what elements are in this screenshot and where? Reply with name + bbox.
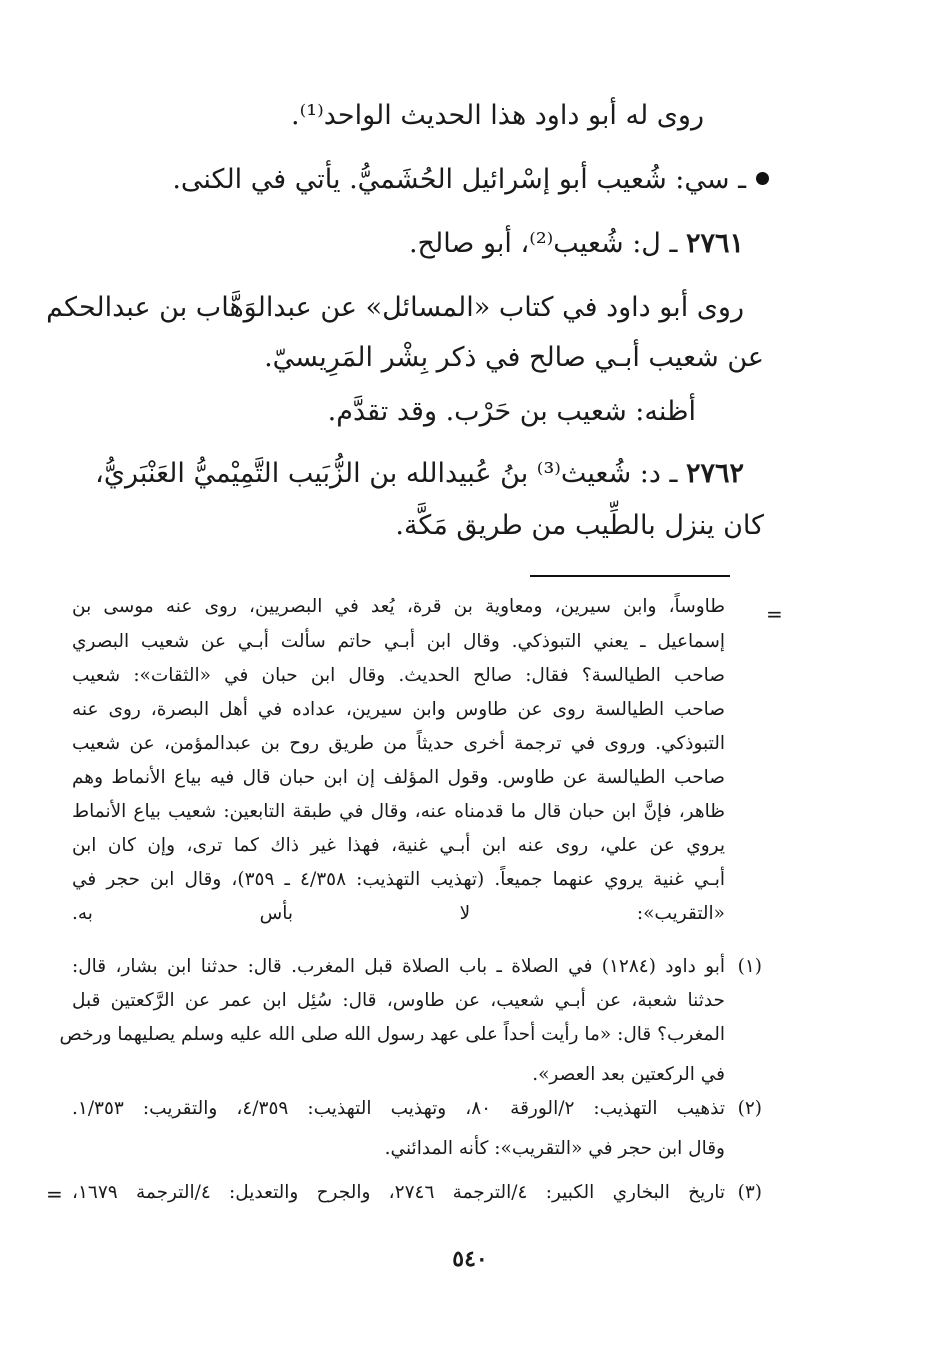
- footnote-line: التبوذكي. وروى في ترجمة أخرى حديثاً من طريق روح بن عبدالمؤمن، عن شعيب: [72, 733, 725, 754]
- entry-text: ـ د: شُعيث⁽³⁾ بنُ عُبيدالله بن الزُّبَيب التَّمِيْميُّ العَنْبَريُّ،: [95, 458, 686, 489]
- continuation-mark: =: [766, 602, 783, 626]
- footnote-line: في الركعتين بعد العصر».: [532, 1064, 725, 1085]
- entry-number: ٢٧٦١: [685, 228, 744, 259]
- entry-2762-heading: [95, 454, 744, 494]
- footnote-line: إسماعيل ـ يعني التبوذكي. وقال ابن أبـي حاتم سألت أبـي عن شعيب البصري: [72, 631, 725, 652]
- entry-text: ـ ل: شُعيب⁽²⁾، أبو صالح.: [408, 228, 686, 259]
- footnote-line: المغرب؟ قال: «ما رأيت أحداً على عهد رسول الله صلى الله عليه وسلم يصليهما ورخص: [59, 1024, 725, 1045]
- footnote-line: تاريخ البخاري الكبير: ٤/الترجمة ٢٧٤٦، والجرح والتعديل: ٤/الترجمة ١٦٧٩،: [72, 1182, 725, 1203]
- footnote-line: وقال ابن حجر في «التقريب»: كأنه المدائني.: [384, 1138, 725, 1159]
- entry-number: ٢٧٦٢: [685, 458, 744, 489]
- page-number: ٥٤٠: [452, 1246, 488, 1272]
- entry-line-6: أظنه: شعيب بن حَرْب. وقد تقدَّم.: [327, 396, 696, 427]
- entry-line-2: ـ سي: شُعيب أبو إسْرائيل الحُشَميُّ. يأتي في الكنى.: [172, 164, 746, 195]
- footnote-line: حدثنا شعبة، عن أبـي شعيب، عن طاوس، قال: سُئِل ابن عمر عن الرَّكعتين قبل: [72, 990, 725, 1011]
- footnote-number: (٢): [737, 1098, 762, 1119]
- footnote-number: (١): [737, 956, 762, 977]
- footnote-separator: [530, 575, 730, 577]
- entry-line-8: كان ينزل بالطِّيب من طريق مَكَّة.: [395, 510, 764, 541]
- footnote-line: صاحب الطيالسة روى عن طاوس وابن سيرين، عداده في أهل البصرة، روى عنه: [72, 699, 725, 720]
- footnote-line: ظاهر، فإنَّ ابن حبان قال ما قدمناه عنه، وقال في طبقة التابعين: شعيب بياع الأنماط: [72, 801, 725, 822]
- entry-2761-heading: [409, 224, 744, 264]
- entry-line-4: روى أبو داود في كتاب «المسائل» عن عبدالوَهَّاب بن عبدالحكم: [46, 292, 744, 323]
- bullet-icon: [756, 172, 769, 185]
- footnote-line: أبـي غنية يروي عنهما جميعاً. (تهذيب التهذيب: ٤/٣٥٨ ـ ٣٥٩)، وقال ابن حجر في: [72, 869, 726, 890]
- footnote-line: صاحب الطيالسة؟ فقال: صالح الحديث. وقال ابن حبان في «الثقات»: شعيب: [72, 665, 725, 686]
- footnote-number: (٣): [737, 1182, 762, 1203]
- entry-line-5: عن شعيب أبـي صالح في ذكر بِشْر المَرِيسيّ.: [264, 342, 764, 373]
- footnote-line: يروي عن علي، روى عنه ابن أبـي غنية، فهذا غير ذاك كما ترى، وإن كان ابن: [72, 835, 725, 856]
- footnote-line: أبو داود (١٢٨٤) في الصلاة ـ باب الصلاة قبل المغرب. قال: حدثنا ابن بشار، قال:: [72, 956, 726, 977]
- footnote-line: صاحب الطيالسة عن طاوس. وقول المؤلف إن ابن حبان قال فيه بياع الأنماط وهم: [72, 767, 725, 788]
- footnote-line: «التقريب»: لا بأس به.: [72, 903, 725, 924]
- entry-line-1: روى له أبو داود هذا الحديث الواحد⁽¹⁾.: [291, 100, 704, 131]
- footnote-line: تذهيب التهذيب: ٢/الورقة ٨٠، وتهذيب التهذيب: ٤/٣٥٩، والتقريب: ١/٣٥٣.: [72, 1098, 725, 1119]
- footnote-line: طاوساً، وابن سيرين، ومعاوية بن قرة، يُعد في البصريين، روى عنه موسى بن: [72, 596, 725, 617]
- continuation-mark: =: [46, 1182, 63, 1206]
